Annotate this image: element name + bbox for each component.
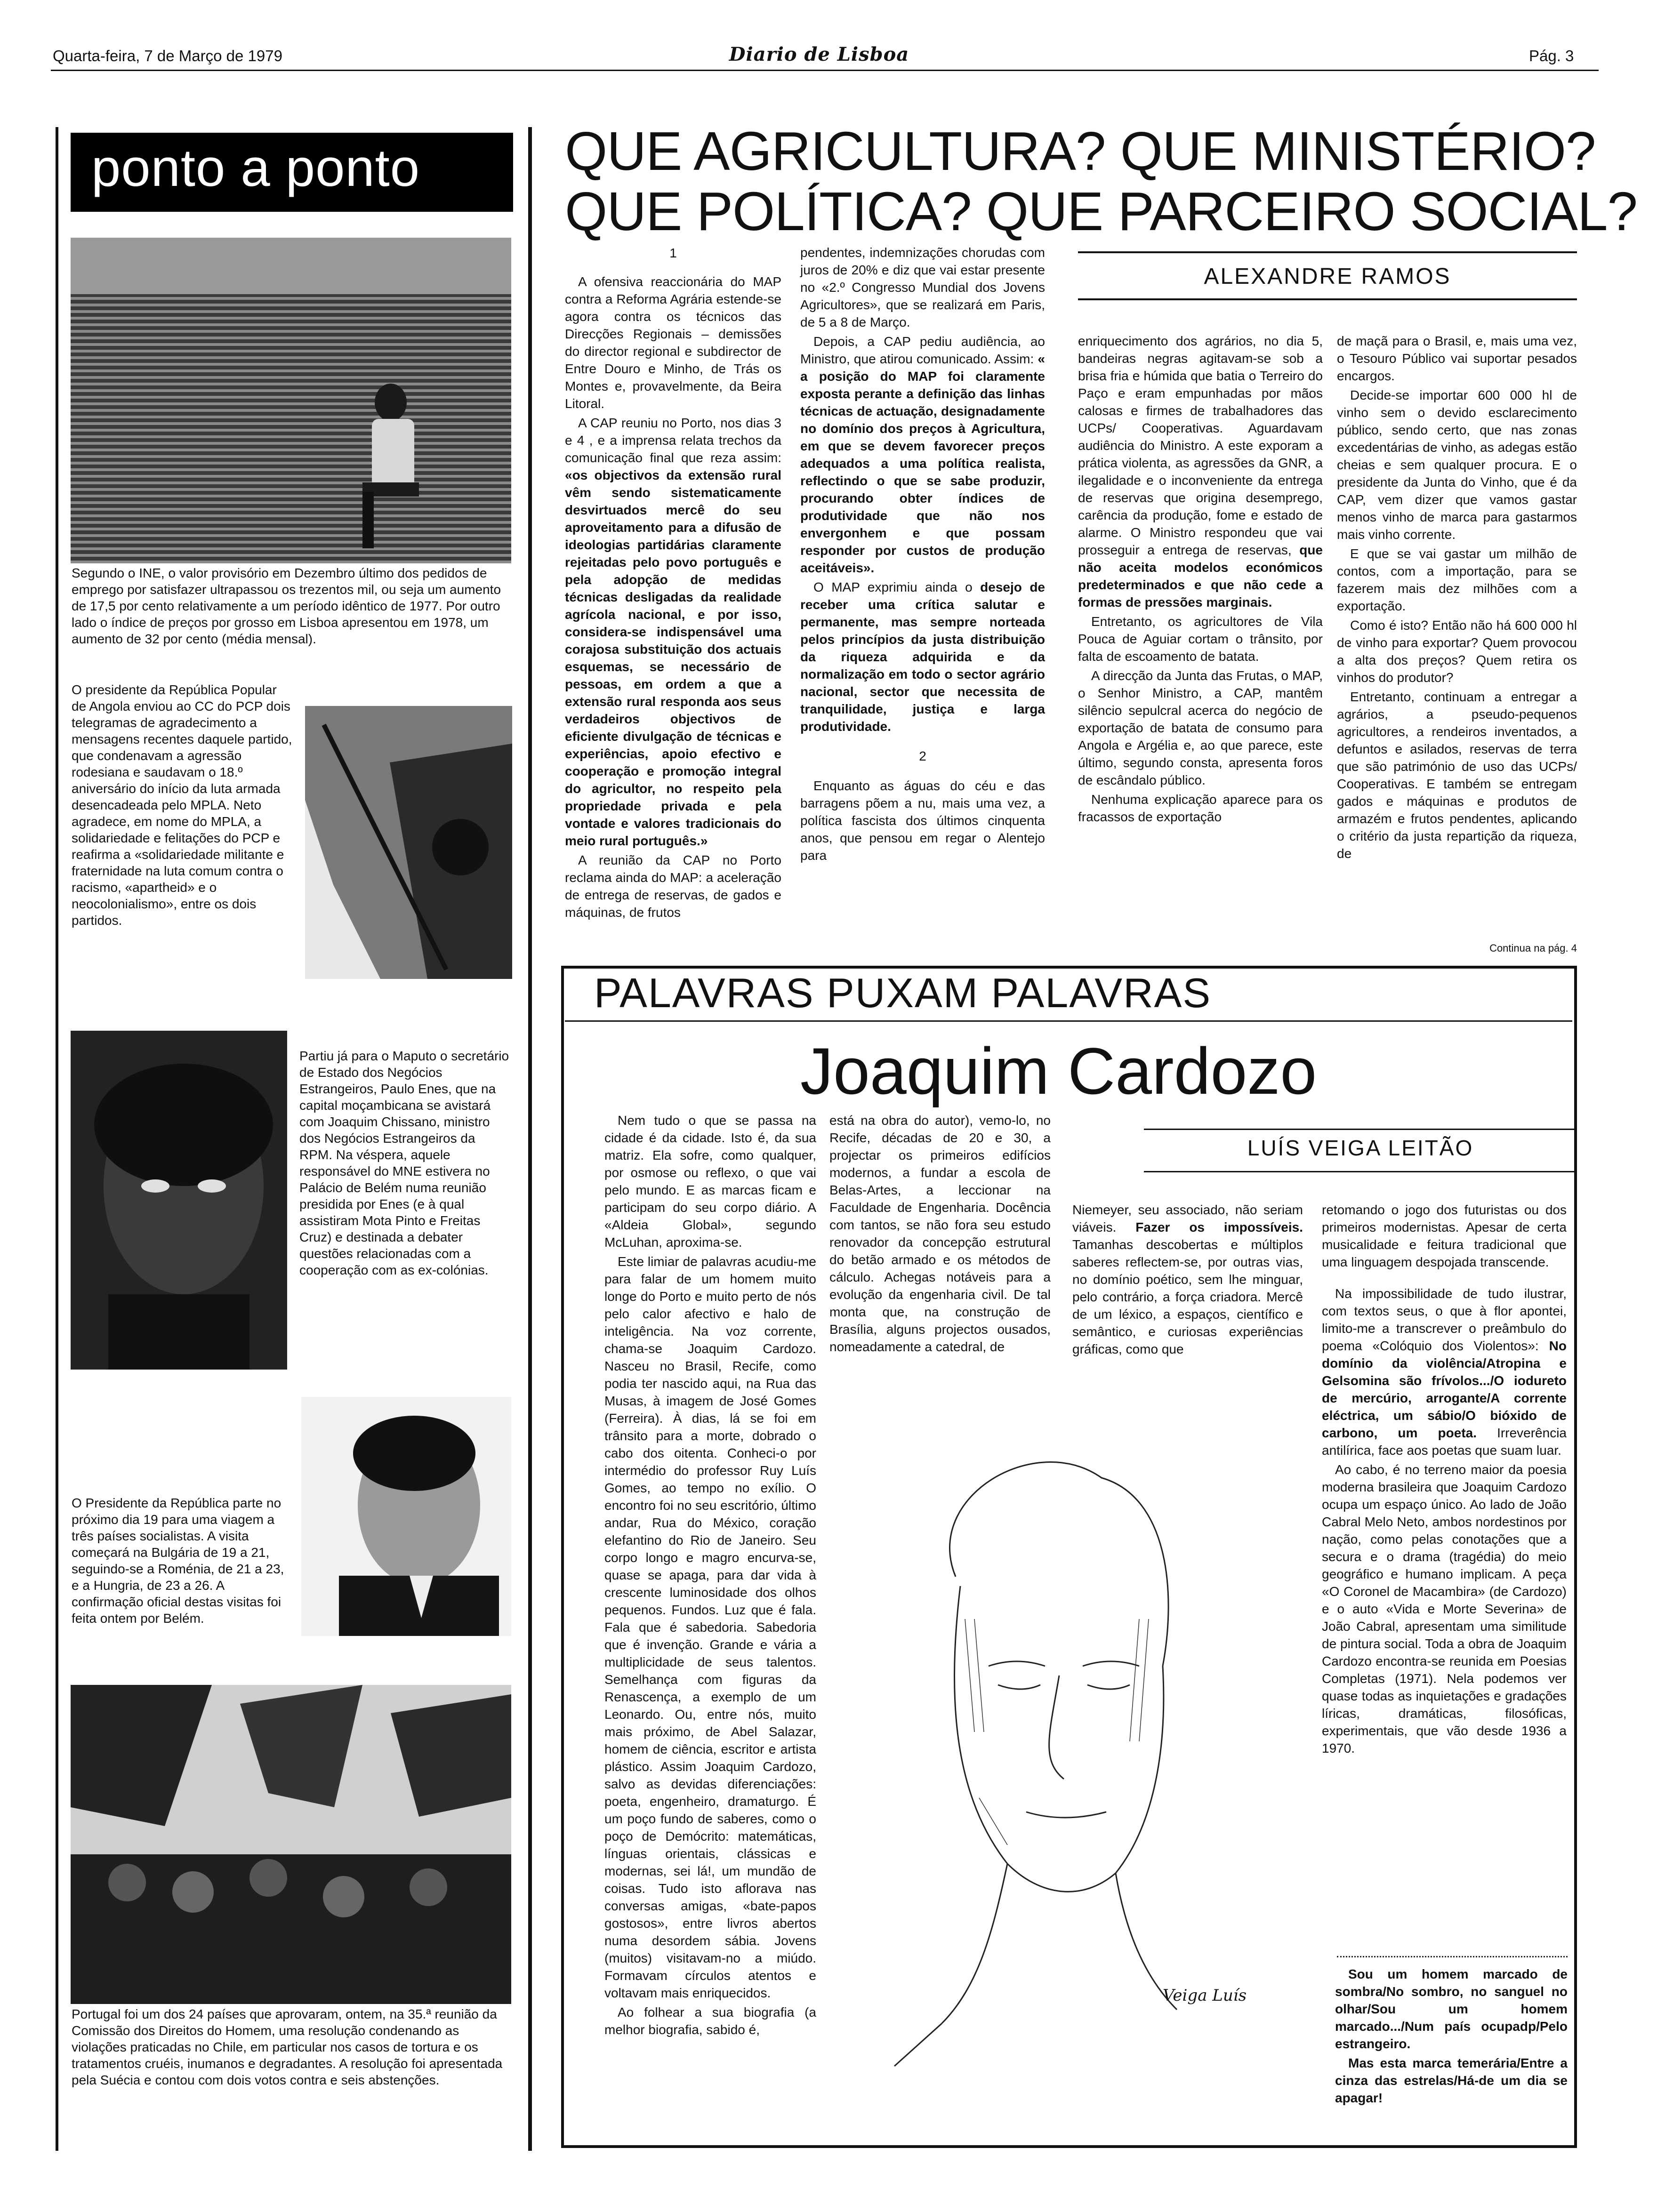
a1-c2-p3a: O MAP exprimiu ainda o — [813, 580, 981, 594]
artist-signature: Veiga Luís — [1163, 1986, 1247, 2005]
photo-crowd-demonstration — [71, 1685, 511, 2004]
a1-c3-p1a: enriquecimento dos agrários, no dia 5, bandeiras negras agitavam-se sob a brisa fria e húmida que batia o Terreiro do Paço e eram empunhadas por mãos calosas e firmes de trabalhadores das UCPs/ Cooperativas. Aguardavam audiência do Ministro. A este exporam a prática violenta, as agressões da GNR, a ilegalidade e o inconveniente da entrega de reservas que origina desemprego, carência da produção, fome e estado de alarme. O Ministro respondeu que vai prosseguir a entrega de reservas, — [1078, 334, 1323, 557]
sidebar-right-border — [528, 127, 532, 2151]
a1-c2-p3b: desejo de receber uma crítica salutar e permanente, mas sempre norteada pelos princípios da justa distribuição da riqueza adquirida e da normalização em todo o sector agrário nacional, sector que necessita de tranquilidade, justiça e larga produtividade. — [800, 580, 1045, 734]
a1-c1-p2 — [565, 414, 781, 850]
header-rule — [51, 70, 1599, 71]
a1-c3-p1b: que não aceita modelos económicos predeterminados e que não cede a formas de pressões marginais. — [1078, 543, 1323, 609]
article2-col-2 — [829, 1112, 1051, 1357]
a1-c1-p2a: A CAP reuniu no Porto, nos dias 3 e 4 , e a imprensa relata trechos da comunicação final que reza assim: — [565, 416, 781, 465]
sidebar-title-banner — [71, 133, 513, 212]
a1-c1-p1: A ofensiva reaccionária do MAP contra a Reforma Agrária estende-se agora contra os técnicos das Direcções Regionais – demissões do director regional e subdirector de Entre Douro e Minho, de Trás os Montes e, provavelmente, da Beira Litoral. — [565, 274, 781, 411]
sidebar-title: ponto a ponto — [91, 138, 420, 197]
a1-c1-p2b: «os objectivos da extensão rural vêm sendo sistematicamente desvirtuados mercê do seu aproveitamento para a difusão de ideologias partidárias claramente rejeitadas pelo povo português e pela adopção de medidas técnicas desligadas da realidade agrícola nacional, e por isso, considera-se indispensável uma corajosa substituição dos actuais esquemas, se necessário de pessoas, em ordem a que a extensão rural responda aos seus verdadeiros objectivos de eficiente divulgação de técnicas e experiências, apoio efectivo e cooperação e promoção integral do agricultor, no respeito pela propriedade privada e pela vontade e valores tradicionais do meio rural português.» — [565, 468, 781, 848]
kicker-underline — [565, 1020, 1572, 1022]
a2-c4-p3: Ao cabo, é no terreno maior da poesia moderna brasileira que Joaquim Cardozo ocupa um espaço único. Ao lado de João Cabral Melo Neto, ambos nordestinos por nação, como pelas conotações que a secura e o drama (tragédia) do meio geográfico e humano implicam. A peça «O Coronel de Macambira» (de Cardozo) e o auto «Vida e Morte Severina» de João Cabral, apresentam uma similitude de pintura social. Toda a obra de Joaquim Cardozo encontra-se reunida em Poesias Completas (1971). Nela podemos ver quase todas as inquietações e gradações líricas, dramáticas, filosóficas, experimentais, que vão desde 1936 a 1970. — [1322, 1462, 1567, 1755]
a1-c2-p2 — [800, 333, 1045, 577]
a1-c2-p4: Enquanto as águas do céu e das barragens põem a nu, mais uma vez, a política fascista dos últimos cinquenta anos, que pensou em regar o Alentejo para — [800, 778, 1045, 863]
a1-c3-p3: A direcção da Junta das Frutas, o MAP, o Senhor Ministro, a CAP, mantêm silêncio sepulcral acerca do negócio de exportação de batata de consumo para Angola e Argélia e, ao que parece, este último, segundo consta, apresenta foros de escândalo público. — [1078, 668, 1323, 787]
poem-excerpt — [1335, 1965, 1568, 2108]
masthead: Diario de Lisboa — [729, 43, 909, 65]
a2-c1-p2: Este limiar de palavras acudiu-me para falar de um homem muito longe do Porto e muito perto de nós pelo calor afectivo e halo de inteligência. Na voz corrente, chama-se Joaquim Cardozo. Nasceu no Brasil, Recife, como podia ter nascido aqui, na Rua das Musas, à imagem de José Gomes (Ferreira). À dias, lá se foi em trânsito para a morte, dobrado o cabo dos oitenta. Conheci-o por intermédio do professor Ruy Luís Gomes, ao tempo no exílio. O encontro foi no seu escritório, último andar, Rua do México, coração elefantino do Rio de Janeiro. Seu corpo longo e magro encurva-se, quase se apaga, para dar vida à crescente luminosidade dos olhos pequenos. Fundos. Luz que é fala. Fala que é sabedoria. Sabedoria que é invenção. Grande e vária a multiplicidade de seus talentos. Semelhança com figuras da Renascença, a exemplo de um Leonardo. Ou, entre nós, muito mais próximo, de Abel Salazar, homem de ciência, escritor e artista plástico. Assim Joaquim Cardozo, salvo as devidas diferenciações: poeta, engenheiro, dramaturgo. É um poço fundo de saberes, como o poço de Demócrito: matemáticas, línguas orientais, clássicas e modernas, sei lá!, um mundão de coisas. Tudo isto aflorava nas conversas amigas, «bate-papos gostosos», entre livros abertos numa desordem sábia. Jovens (muitos) visitavam-no a miúdo. Formavam círculos atentos e voltavam mais enriquecidos. — [604, 1254, 816, 2000]
sidebar-left-border — [56, 127, 58, 2151]
article1-author: ALEXANDRE RAMOS — [1204, 264, 1451, 289]
a2-c3-p1a: Niemeyer, seu associado, não seriam viáveis. — [1072, 1202, 1303, 1234]
page-number: Pág. 3 — [1529, 47, 1574, 64]
article1-headline-2: QUE POLÍTICA? QUE PARCEIRO SOCIAL? — [565, 181, 1638, 242]
a1-c1-p3: A reunião da CAP no Porto reclama ainda do MAP: a aceleração de entrega de reservas, de gados e máquinas, de frutos — [565, 853, 781, 920]
a1-c3-p4: Nenhuma explicação aparece para os fracassos de exportação — [1078, 792, 1323, 824]
a2-c4-p2a: Na impossibilidade de tudo ilustrar, com textos seus, o que à flor apontei, limito-me a transcrever o preâmbulo do poema «Colóquio dos Violentos»: — [1322, 1286, 1567, 1353]
a2-c3-p1b: Fazer os impossíveis. — [1135, 1220, 1303, 1234]
page-date: Quarta-feira, 7 de Março de 1979 — [53, 47, 282, 64]
a1-c4-p3: E que se vai gastar um milhão de contos, com a importação, para se fazerem mais dez milhões com a exportação. — [1337, 546, 1577, 613]
article1-col-2 — [800, 244, 1045, 866]
a1-c2-p1: pendentes, indemnizações chorudas com juros de 20% e diz que vai estar presente no «2.º Congresso Mundial dos Jovens Agricultores», que se realizará em Paris, de 5 a 8 de Março. — [800, 245, 1045, 329]
continued-link[interactable]: Continua na pág. 4 — [1489, 942, 1577, 954]
article1-section-2: 2 — [919, 749, 926, 763]
sidebar-item-1: Segundo o INE, o valor provisório em Dezembro último dos pedidos de emprego por satisfazer ultrapassou os trezentos mil, ou seja um aumento de 17,5 por cento relativamente a um período idêntico de 1977. Por outro lado o índice de preços por grosso em Lisboa apresentou em 1978, um aumento de 32 por cento (média mensal). — [72, 566, 501, 646]
byline-rule-top — [1078, 251, 1577, 253]
a1-c2-p2b: « a posição do MAP foi claramente exposta perante a definição das linhas técnicas de actuação, designadamente no domínio dos preços à Agricultura, em que se devem favorecer preços adequados a uma política realista, reflectindo o que se sabe produzir, procurando obter índices de produtividade que não nos envergonhem e que possam responder por custos de produção aceitáveis». — [800, 352, 1045, 575]
a2-c1-p3: Ao folhear a sua biografia (a melhor biografia, sabido é, — [604, 2005, 816, 2037]
sidebar-item-2: O presidente da República Popular de Angola enviou ao CC do PCP dois telegramas de agradecimento a mensagens recentes daquele partido, que condenavam a agressão rodesiana e saudavam o 18.º aniversário do início da luta armada desencadeada pelo MPLA. Neto agradece, em nome do MPLA, a solidariedade e felitações do PCP e reafirma a «solidariedade militante e fraternidade na luta comum contra o racismo, «apartheid» e o neocolonialismo», entre os dois partidos. — [72, 682, 292, 928]
article2-author: LUÍS VEIGA LEITÃO — [1247, 1136, 1474, 1160]
a1-c4-p2: Decide-se importar 600 000 hl de vinho sem o devido esclarecimento público, sendo certo, que nas zonas excedentárias de vinho, as adegas estão cheias e sem qualquer procura. E o presidente da Junta do Vinho, que é da CAP, vem dizer que vamos gastar menos vinho de marca para gastarmos mais vinho corrente. — [1337, 388, 1577, 542]
a1-c3-p1 — [1078, 332, 1323, 611]
a2-c3-p1c: Tamanhas descobertas e múltiplos saberes reflectem-se, por outras vias, no domínio poético, sem lhe minguar, pelo contrário, a força criadora. Mercê de um léxico, a espaços, científico e semântico, e curiosas experiências gráficas, como que — [1072, 1237, 1303, 1356]
a2-c4-p2b: No domínio da violência/Atropina e Gelsomina são frívolos.../O iodureto de mercúrio, arrogante/A corrente eléctrica, um sábio/O bióxido de carbono, um poeta. — [1322, 1338, 1567, 1440]
photo-man-portrait — [71, 1031, 287, 1370]
article2-col-4 — [1322, 1201, 1567, 1759]
photo-president-portrait — [301, 1397, 511, 1636]
a2-c2-p1: está na obra do autor), vemo-lo, no Recife, décadas de 20 e 30, a projectar os primeiros edifícios modernos, a fundar a escola de Belas-Artes, a leccionar na Faculdade de Engenharia. Docência com tantos, se não fora seu estudo renovador da concepção estrutural do betão armado e os métodos de cálculo. Achegas notáveis para a evolução da engenharia civil. De tal monta que, na construção de Brasília, alguns projectos ousados, nomeadamente a catedral, de — [829, 1113, 1051, 1354]
photo-man-sitting-steps — [71, 238, 511, 563]
a1-c2-p2a: Depois, a CAP pediu audiência, ao Ministro, que atirou comunicado. Assim: — [800, 334, 1045, 366]
article2-col-1 — [604, 1112, 816, 2040]
a2-c4-p2c: Irreverência antilírica, face aos poetas que suam luar. — [1322, 1426, 1567, 1458]
a1-c4-p5: Entretanto, continuam a entregar a agrários, a pseudo-pequenos agricultores, a rendeiros inventados, a defuntos e asilados, reservas de terra que são património de uso das UCPs/ Cooperativas. E também se entregam gados e máquinas e produtos de armazém e frutos pendentes, aplicando o critério da justa repartição da riqueza, de — [1337, 689, 1577, 861]
byline2-rule-bottom — [1144, 1171, 1577, 1172]
a1-c2-p3 — [800, 578, 1045, 735]
poem-lines-2: Mas esta marca temerária/Entre a cinza das estrelas/Há-de um dia se apagar! — [1335, 2056, 1568, 2105]
article1-col-4 — [1337, 332, 1577, 864]
byline2-rule-top — [1144, 1129, 1577, 1130]
poem-dotted-rule — [1337, 1956, 1568, 1957]
a1-c3-p2: Entretanto, os agricultores de Vila Pouca de Aguiar cortam o trânsito, por falta de escoamento de batata. — [1078, 614, 1323, 664]
sidebar-item-3: Partiu já para o Maputo o secretário de Estado dos Negócios Estrangeiros, Paulo Enes, que na capital moçambicana se avistará com Joaquim Chissano, ministro dos Negócios Estrangeiros da RPM. Na véspera, aquele responsável do MNE estivera no Palácio de Belém numa reunião presidida por Enes (e à qual assistiram Mota Pinto e Freitas Cruz) e destinada a debater questões relacionadas com a cooperação com as ex-colónias. — [299, 1049, 509, 1277]
portrait-drawing — [838, 1374, 1262, 2108]
article1-col-3 — [1078, 332, 1323, 827]
poem-lines-1: Sou um homem marcado de sombra/No sombro, no sanguel no olhar/Sou um homem marcado.../Num país ocupadp/Pelo estrangeiro. — [1335, 1967, 1568, 2051]
byline-rule-bottom — [1078, 298, 1577, 300]
photo-crowd-flags-small — [305, 706, 512, 979]
sidebar-item-4: O Presidente da República parte no próximo dia 19 para uma viagem a três países socialistas. A visita começará na Bulgária de 19 a 21, seguindo-se a Roménia, de 21 a 23, e a Hungria, de 23 a 26. A confirmação oficial destas visitas foi feita ontem por Belém. — [72, 1496, 284, 1626]
article2-kicker: PALAVRAS PUXAM PALAVRAS — [594, 970, 1212, 1016]
a2-c3-p1 — [1072, 1201, 1303, 1358]
article2-col-3 — [1072, 1201, 1303, 1360]
article1-headline-1: QUE AGRICULTURA? QUE MINISTÉRIO? — [565, 120, 1596, 182]
a1-c4-p4: Como é isto? Então não há 600 000 hl de vinho para exportar? Quem provocou a alta dos preços? Quem retira os vinhos do produtor? — [1337, 618, 1577, 685]
article2-title: Joaquim Cardozo — [800, 1034, 1317, 1108]
article1-section-1: 1 — [669, 246, 677, 260]
article1-col-1 — [565, 273, 781, 923]
a1-c4-p1: de maçã para o Brasil, e, mais uma vez, o Tesouro Público vai suportar pesados encargos. — [1337, 334, 1577, 383]
a2-c4-p2 — [1322, 1285, 1567, 1459]
a2-c4-p1: retomando o jogo dos futuristas ou dos primeiros modernistas. Apesar de certa musicalidade e feitura tradicional que uma linguagem despojada transcende. — [1322, 1202, 1567, 1269]
sidebar-item-5: Portugal foi um dos 24 países que aprovaram, ontem, na 35.ª reunião da Comissão dos Direitos do Homem, uma resolução condenando as violações praticadas no Chile, em particular nos casos de tortura e os tratamentos cruéis, inumanos e degradantes. A resolução foi apresentada pela Suécia e contou com dois votos contra e seis abstenções. — [72, 2007, 503, 2087]
a2-c1-p1: Nem tudo o que se passa na cidade é da cidade. Isto é, da sua matriz. Ela sofre, como qualquer, por osmose ou reflexo, o que vai pelo mundo. E as marcas ficam e participam do seu corpo diário. A «Aldeia Global», segundo McLuhan, aproxima-se. — [604, 1113, 816, 1250]
